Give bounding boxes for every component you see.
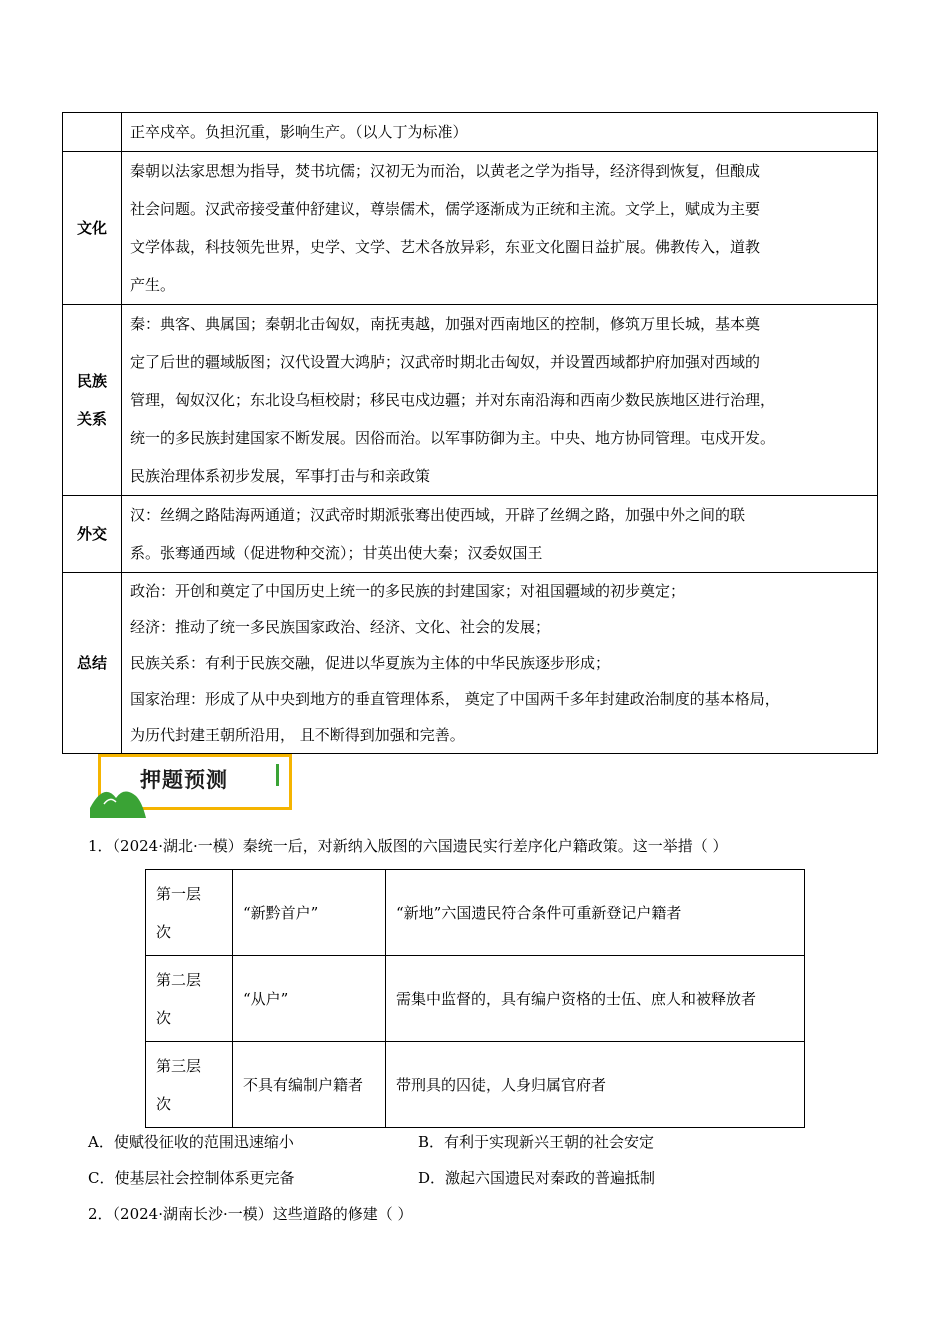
level-line: 次 xyxy=(156,1008,172,1027)
row-line: 民族治理体系初步发展，军事打击与和亲政策 xyxy=(130,467,431,485)
summary-row-culture xyxy=(63,152,878,305)
question-text: （2024·湖南长沙·一模）这些道路的修建（ ） xyxy=(112,1205,413,1223)
question-1-stem xyxy=(88,835,728,856)
desc-cell: “新地”六国遗民符合条件可重新登记户籍者 xyxy=(386,870,805,956)
badge-label: 押题预测 xyxy=(140,768,228,792)
row-head-ethnic xyxy=(63,305,122,496)
row-head-diplomacy: 外交 xyxy=(63,496,122,573)
desc-cell: 带刑具的囚徒，人身归属官府者 xyxy=(386,1042,805,1128)
row-line: 国家治理：形成了从中央到地方的垂直管理体系， 奠定了中国两千多年封建政治制度的基本格局， xyxy=(130,690,780,708)
level-cell xyxy=(146,870,233,956)
table-row xyxy=(146,956,805,1042)
name-cell: “从户” xyxy=(233,956,386,1042)
row-line: 秦朝以法家思想为指导，焚书坑儒；汉初无为而治，以黄老之学为指导，经济得到恢复，但酿成 xyxy=(130,162,761,180)
row-body xyxy=(122,573,878,754)
row-line: 社会问题。汉武帝接受董仲舒建议，尊崇儒术，儒学逐渐成为正统和主流。文学上，赋成为主要 xyxy=(130,200,761,218)
level-line: 第二层 xyxy=(156,970,202,989)
question-number: 1． xyxy=(88,837,113,855)
table-row xyxy=(146,1042,805,1128)
row-body xyxy=(122,496,878,573)
row-line: 定了后世的疆域版图；汉代设置大鸿胪；汉武帝时期北击匈奴，并设置西域都护府加强对西域的 xyxy=(130,353,761,371)
row-line: 为历代封建王朝所沿用， 且不断得到加强和完善。 xyxy=(130,726,465,744)
summary-row-diplomacy xyxy=(63,496,878,573)
summary-table xyxy=(62,112,878,754)
question-2-stem xyxy=(88,1203,413,1224)
household-policy-table xyxy=(145,869,805,1128)
level-line: 次 xyxy=(156,922,172,941)
option-d[interactable]: D．激起六国遗民对秦政的普遍抵制 xyxy=(418,1169,656,1187)
level-line: 次 xyxy=(156,1094,172,1113)
option-a[interactable]: A．使赋役征收的范围迅速缩小 xyxy=(88,1133,294,1151)
row-line: 政治：开创和奠定了中国历史上统一的多民族的封建国家；对祖国疆域的初步奠定； xyxy=(130,582,686,600)
option-c[interactable]: C．使基层社会控制体系更完备 xyxy=(88,1169,295,1187)
name-cell: “新黔首户” xyxy=(233,870,386,956)
row-line: 秦：典客、典属国；秦朝北击匈奴，南抚夷越，加强对西南地区的控制，修筑万里长城，基本奠 xyxy=(130,315,761,333)
row-head-line: 民族 xyxy=(76,372,107,390)
row-line: 统一的多民族封建国家不断发展。因俗而治。以军事防御为主。中央、地方协同管理。屯戍开发。 xyxy=(130,429,776,447)
row-head-empty xyxy=(63,113,122,152)
row-line: 文学体裁，科技领先世界，史学、文学、艺术各放异彩，东亚文化圈日益扩展。佛教传入，道教 xyxy=(130,238,761,256)
row-body xyxy=(122,113,878,152)
row-line: 产生。 xyxy=(130,276,176,294)
row-line: 经济：推动了统一多民族国家政治、经济、文化、社会的发展； xyxy=(130,618,551,636)
name-cell: 不具有编制户籍者 xyxy=(233,1042,386,1128)
row-line: 民族关系：有利于民族交融，促进以华夏族为主体的中华民族逐步形成； xyxy=(130,654,611,672)
row-body xyxy=(122,152,878,305)
row-head-line: 关系 xyxy=(76,410,107,428)
level-line: 第一层 xyxy=(156,884,202,903)
question-text: （2024·湖北·一模）秦统一后，对新纳入版图的六国遗民实行差序化户籍政策。这一举措（ ） xyxy=(112,837,728,855)
section-badge xyxy=(90,752,300,818)
row-line: 正卒戍卒。负担沉重，影响生产。（以人丁为标准） xyxy=(130,123,468,141)
level-line: 第三层 xyxy=(156,1056,202,1075)
summary-row-conclusion xyxy=(63,573,878,754)
row-head-culture: 文化 xyxy=(63,152,122,305)
badge-accent-bar xyxy=(276,764,279,786)
desc-cell: 需集中监督的，具有编户资格的士伍、庶人和被释放者 xyxy=(386,956,805,1042)
row-line: 汉：丝绸之路陆海两通道；汉武帝时期派张骞出使西域，开辟了丝绸之路，加强中外之间的联 xyxy=(130,506,746,524)
row-line: 系。张骞通西域（促进物种交流）；甘英出使大秦；汉委奴国王 xyxy=(130,544,543,562)
level-cell xyxy=(146,956,233,1042)
summary-row-ethnic xyxy=(63,305,878,496)
level-cell xyxy=(146,1042,233,1128)
question-number: 2． xyxy=(88,1205,113,1223)
table-row xyxy=(146,870,805,956)
option-b[interactable]: B．有利于实现新兴王朝的社会安定 xyxy=(418,1133,655,1151)
row-body xyxy=(122,305,878,496)
summary-row-tax xyxy=(63,113,878,152)
row-line: 管理，匈奴汉化；东北设乌桓校尉；移民屯戍边疆；并对东南沿海和西南少数民族地区进行治理， xyxy=(130,391,776,409)
row-head-conclusion: 总结 xyxy=(63,573,122,754)
